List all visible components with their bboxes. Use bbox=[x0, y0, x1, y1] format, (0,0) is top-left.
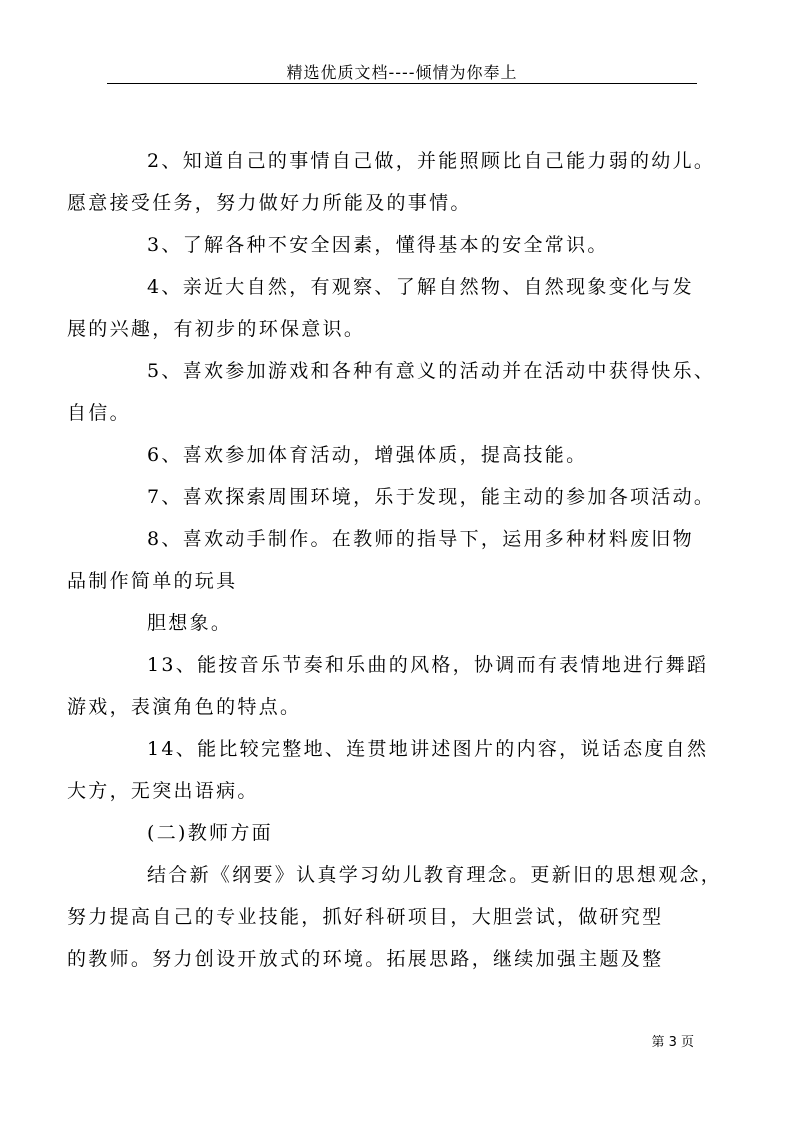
text-line: 愿意接受任务，努力做好力所能及的事情。 bbox=[67, 192, 472, 214]
text-line: 13、能按音乐节奏和乐曲的风格，协调而有表情地进行舞蹈 bbox=[147, 654, 709, 676]
header-divider bbox=[107, 83, 697, 84]
body-paragraph bbox=[67, 266, 707, 350]
body-paragraph bbox=[67, 854, 723, 980]
body-paragraph bbox=[67, 350, 716, 434]
section-heading bbox=[107, 812, 707, 854]
text-line: 2、知道自己的事情自己做，并能照顾比自己能力弱的幼儿。 bbox=[147, 150, 716, 172]
text-line: 3、了解各种不安全因素，懂得基本的安全常识。 bbox=[147, 234, 609, 256]
body-paragraph bbox=[107, 476, 716, 518]
page-header: 精选优质文档----倾情为你奉上 bbox=[286, 63, 518, 82]
text-line: 游戏，表演角色的特点。 bbox=[67, 696, 302, 718]
body-paragraph bbox=[67, 644, 709, 728]
text-line: 14、能比较完整地、连贯地讲述图片的内容，说话态度自然 bbox=[147, 738, 709, 760]
text-line: 4、亲近大自然，有观察、了解自然物、自然现象变化与发 bbox=[147, 276, 694, 298]
text-line: 8、喜欢动手制作。在教师的指导下，运用多种材料废旧物 bbox=[147, 528, 694, 550]
text-line: 努力提高自己的专业技能，抓好科研项目，大胆尝试，做研究型 bbox=[67, 906, 664, 928]
body-paragraph bbox=[107, 224, 707, 266]
text-line: 品制作简单的玩具 bbox=[67, 570, 238, 592]
text-line: 7、喜欢探索周围环境，乐于发现，能主动的参加各项活动。 bbox=[147, 486, 716, 508]
body-paragraph bbox=[107, 434, 707, 476]
text-line: 自信。 bbox=[67, 402, 131, 424]
text-line: 的教师。努力创设开放式的环境。拓展思路，继续加强主题及整 bbox=[67, 948, 664, 970]
body-paragraph bbox=[67, 140, 716, 224]
text-line: 结合新《纲要》认真学习幼儿教育理念。更新旧的思想观念， bbox=[147, 864, 723, 886]
page-number: 第 3 页 bbox=[651, 1035, 694, 1050]
body-paragraph bbox=[107, 602, 707, 644]
text-line: 大方，无突出语病。 bbox=[67, 780, 259, 802]
text-line: 6、喜欢参加体育活动，增强体质，提高技能。 bbox=[147, 444, 588, 466]
document-body bbox=[67, 140, 723, 980]
body-paragraph bbox=[67, 728, 709, 812]
body-paragraph bbox=[67, 518, 707, 602]
text-line: (二)教师方面 bbox=[147, 822, 273, 844]
text-line: 胆想象。 bbox=[147, 612, 233, 634]
text-line: 展的兴趣，有初步的环保意识。 bbox=[67, 318, 366, 340]
text-line: 5、喜欢参加游戏和各种有意义的活动并在活动中获得快乐、 bbox=[147, 360, 716, 382]
